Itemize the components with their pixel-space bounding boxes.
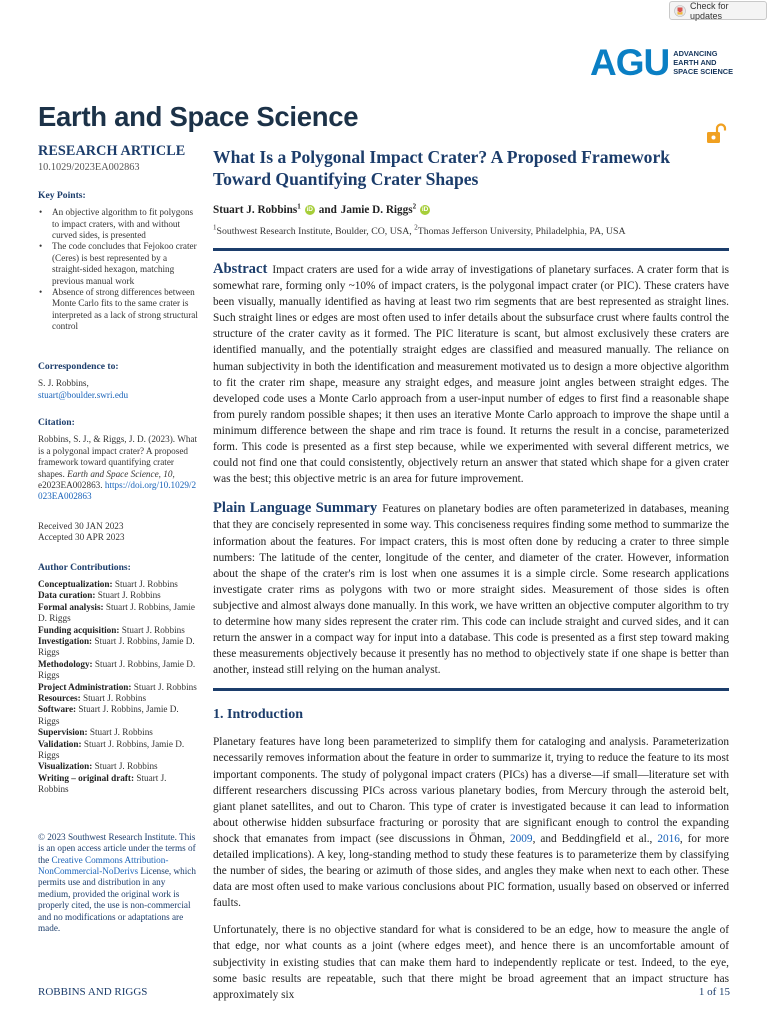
- contribution-row: [38, 590, 198, 601]
- author-list: [213, 204, 729, 216]
- affiliation: Southwest Research Institute, Boulder, CO, USA,: [216, 226, 412, 237]
- contribution-row: [38, 625, 198, 636]
- contribution-role: Validation:: [38, 738, 82, 749]
- author-name: Stuart J. Robbins$^1$: [213, 202, 301, 216]
- citation-id: e2023EA002863.: [38, 479, 103, 490]
- key-points-heading: Key Points:: [38, 189, 86, 201]
- contribution-names: Stuart J. Robbins: [121, 624, 185, 635]
- affiliations: $^1$Southwest Research Institute, Boulder, CO, USA, $^2$Thomas Jefferson University, Philadelphia, PA, USA: [213, 223, 626, 237]
- check-for-updates-button[interactable]: [669, 1, 767, 20]
- contribution-names: Stuart J. Robbins, Jamie D. Riggs: [38, 636, 195, 658]
- contribution-row: [38, 579, 198, 590]
- footer-page-number: 1 of 15: [698, 986, 730, 998]
- contribution-row: [38, 704, 198, 727]
- contribution-names: Stuart J. Robbins, Jamie D. Riggs: [38, 738, 185, 761]
- contribution-row: [38, 636, 198, 659]
- contribution-row: [38, 739, 198, 762]
- citation-text: Robbins, S. J., & Riggs, J. D. (2023). What is a polygonal impact crater? A proposed framework toward quantifying crater shapes.: [38, 434, 198, 479]
- citation-journal: Earth and Space Science,: [67, 468, 161, 479]
- paper-title: What Is a Polygonal Impact Crater? A Proposed Framework Toward Quantifying Crater Shapes: [213, 147, 671, 189]
- contribution-role: Supervision:: [38, 727, 88, 738]
- key-points-list: [38, 207, 198, 332]
- article-sidebar: [38, 143, 198, 934]
- agu-wordmark: AGU: [590, 42, 670, 83]
- agu-tagline: [673, 49, 733, 76]
- contribution-role: Writing – original draft:: [38, 772, 135, 783]
- citation-volume: 10,: [163, 468, 175, 479]
- author-contributions-list: [38, 579, 198, 796]
- key-point: • An objective algorithm to fit polygons to impact craters, with and without curved sides, is presented: [38, 207, 198, 241]
- introduction-paragraph: Unfortunately, there is no objective standard for what is considered to be an edge, how to measure the angle of that edge, nor what counts as a joint (where edges meet), and hence there is an uncomfortable amount of subjectivity in existing studies that can make them hard to independently replicate or test. Indeed, to the eye, some basic results are repeatable, such that there might be broad agreement that an impact structure has approximately six: [213, 924, 729, 1001]
- citation-block: [38, 434, 198, 502]
- plain-language-summary: [213, 500, 729, 678]
- key-point: • The code concludes that Fejokoo crater (Ceres) is best represented by a straight-sided hexagon, matching previous manual work: [38, 241, 198, 287]
- contribution-names: Stuart J. Robbins: [94, 761, 158, 772]
- correspondence-name: S. J. Robbins,: [38, 378, 89, 389]
- contribution-names: Stuart J. Robbins, Jamie D. Riggs: [38, 658, 196, 681]
- license-notice: [38, 832, 198, 935]
- journal-title: Earth and Space Science: [38, 101, 359, 132]
- contribution-role: Data curation:: [38, 590, 96, 601]
- introduction-paragraph: Planetary features have long been parameterized to simplify them for cataloging and analysis. Parameterization necessarily removes information about the feature in order to summarize it, trying to reduce the feature to its most important components. The study of polygonal impact craters (PICs) has a diverse—if small—literature set with different researchers discussing PICs across various planetary bodies, from Mercury through the asteroid belt, giant planet satellites, and out to Charon. This type of crater is investigated because it can lead to information about otherwise hidden subsurface fracturing or porosity that are significant enough to control the expanding shock that emanates from impact (see discussions in Öhman, 2009, and Beddingfield et al., 2016, for more detailed implications). A key, long-standing method to study these features is to parameterize them by classifying the number of sides, the bearing or azimuth of those sides, and angles they make when next to each other. These data are most often used to make various conclusions about PIC formation, usually based on observed or inferred faults.: [213, 736, 729, 910]
- article-doi: 10.1029/2023EA002863: [38, 162, 140, 174]
- page-footer: [38, 986, 730, 998]
- abstract: [213, 261, 729, 487]
- contribution-role: Visualization:: [38, 761, 93, 772]
- contribution-role: Project Administration:: [38, 681, 132, 692]
- contribution-role: Formal analysis:: [38, 601, 104, 612]
- contribution-role: Investigation:: [38, 636, 93, 646]
- reference-link[interactable]: 2016: [657, 832, 680, 845]
- orcid-icon[interactable]: iD: [306, 206, 313, 213]
- license-text-end: License, which permits use and distribution in any medium, provided the original work is properly cited, the use is non-commercial and no modifications or adaptations are made.: [38, 865, 196, 933]
- affiliation: Thomas Jefferson University, Philadelphia, PA, USA: [417, 226, 626, 237]
- contribution-names: Stuart J. Robbins, Jamie D. Riggs: [38, 704, 179, 726]
- contribution-row: [38, 602, 198, 625]
- contribution-row: [38, 659, 198, 682]
- article-main: [213, 146, 729, 1003]
- contribution-role: Software:: [38, 704, 77, 715]
- author-name: Jamie D. Riggs$^2$: [340, 202, 417, 216]
- correspondence-email-link[interactable]: stuart@boulder.swri.edu: [38, 389, 129, 400]
- license-text: © 2023 Southwest Research Institute. This is an open access article under the terms of the: [38, 831, 196, 865]
- contribution-role: Funding acquisition:: [38, 624, 120, 635]
- agu-logo: [590, 44, 733, 81]
- check-updates-label: Check for updates: [690, 0, 729, 21]
- abstract-heading: Abstract: [213, 261, 268, 277]
- contribution-row: [38, 693, 198, 704]
- open-access-lock-icon: [705, 123, 729, 145]
- contribution-names: Stuart J. Robbins: [83, 693, 147, 704]
- footer-authors: ROBBINS AND RIGGS: [38, 986, 148, 998]
- pls-heading: Plain Language Summary: [213, 500, 378, 517]
- agu-tagline-line: ADVANCING: [673, 49, 718, 58]
- article-type: RESEARCH ARTICLE: [38, 143, 186, 159]
- author-conjunction: and: [318, 204, 337, 216]
- introduction-heading: 1. Introduction: [213, 707, 303, 723]
- correspondence-heading: Correspondence to:: [38, 360, 119, 372]
- pls-text: Features on planetary bodies are often parameterized in databases, meaning that they are concisely represented in some way. This conciseness requires finding some method to summarize the information about the features. For impact craters, this is most often done by reducing a crater to three simple numbers: The latitude of the center, longitude of the center, and diameter of the crater. However, information about the shape of the crater's rim is lost when one assumes it is a simple circle. Some research applications investigate crater rims as polygons with two or more straight sides. Measurement of those sides is often subjective and almost always done manually. In this work, we have written an objective computer algorithm to try to determine how many sides represent the crater rim. This code can include straight and curved sides, and it can return the answer in a compact way for input into a database. This code is presented as a first step toward making these measurements objectively because it presently has no method to objectively state if one shape is better than another, instead still relying on the human analyst.: [213, 503, 730, 677]
- section-divider: [213, 248, 729, 251]
- crossmark-icon: [674, 5, 686, 17]
- contribution-names: Stuart J. Robbins: [89, 727, 153, 738]
- orcid-icon[interactable]: iD: [421, 206, 429, 213]
- key-point: • Absence of strong differences between Monte Carlo fits to the same crater is interpreted as a lack of strong structural control: [38, 287, 198, 333]
- received-date: Received 30 JAN 2023: [38, 520, 124, 531]
- contribution-role: Methodology:: [38, 658, 93, 669]
- abstract-text: Impact craters are used for a wide array of investigations of planetary surfaces. A crater form that is somewhat rare, forming only ~10% of impact craters, is the polygonal impact crater (or PIC). These craters have been visually, manually identified as having at least two rim segments that are best represented as straight lines. Such straight lines or edges are most often used to infer details about the subsurface crust where faults control the structure of the crater cavity as it formed. The PIC literature is scant, but almost exclusively these craters are identified manually, and the potentially straight edges are classified and measured manually. The reliance on human subjectivity in both the identification and measurement motivated us to design a more objective algorithm to fit the crater rim shape, measure any straight edges, and measure joint angles between straight edges. The developed code uses a Monte Carlo approach from a user-input number of edges to first find a reasonable shape from purely random possible shapes; it then uses an iterative Monte Carlo approach to improve the shape until a minimum difference between the shape and rim trace is found. It returns the result in a concise, parameterized form. This code is presented as a first step because, while we experimented with several different metrics, we could not find one that could consistently, objectively return an answer that stated which shape for a given crater was the best; this objective metric is an area for future improvement.: [213, 264, 729, 486]
- section-divider: [213, 688, 729, 691]
- contribution-names: Stuart J. Robbins: [133, 681, 197, 692]
- reference-link[interactable]: 2009: [509, 832, 533, 845]
- author-contributions-heading: Author Contributions:: [38, 561, 131, 573]
- contribution-role: Conceptualization:: [38, 578, 113, 589]
- citation-heading: Citation:: [38, 416, 75, 428]
- agu-tagline-line: EARTH AND: [673, 58, 717, 67]
- contribution-role: Resources:: [38, 693, 81, 704]
- article-dates: [38, 521, 198, 544]
- contribution-row: [38, 682, 198, 693]
- contribution-row: [38, 727, 198, 738]
- accepted-date: Accepted 30 APR 2023: [38, 532, 125, 543]
- license-link[interactable]: Creative Commons Attribution-NonCommercial-NoDerivs: [38, 854, 169, 876]
- agu-tagline-line: SPACE SCIENCE: [673, 67, 734, 76]
- contribution-row: [38, 761, 198, 772]
- contribution-names: Stuart J. Robbins: [97, 590, 161, 601]
- contribution-names: Stuart J. Robbins: [38, 772, 167, 795]
- citation-doi-link[interactable]: https://doi.org/10.1029/2023EA002863: [38, 479, 197, 502]
- contribution-row: [38, 773, 198, 796]
- contribution-names: Stuart J. Robbins: [114, 578, 178, 589]
- contribution-names: Stuart J. Robbins, Jamie D. Riggs: [38, 601, 195, 624]
